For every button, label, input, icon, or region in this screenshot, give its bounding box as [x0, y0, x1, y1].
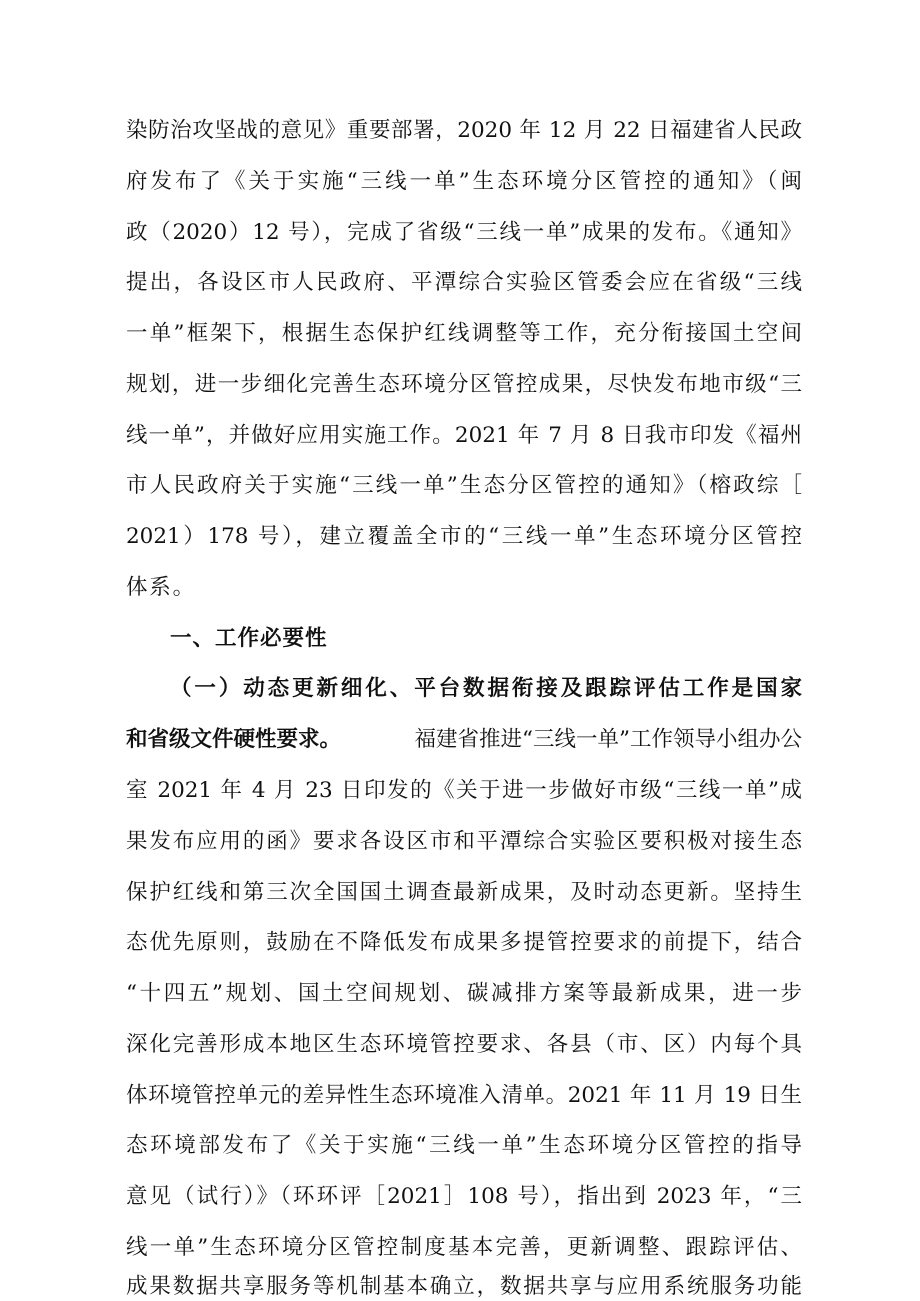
paragraph-line: 提出，各设区市人民政府、平潭综合实验区管委会应在省级“三线 — [126, 270, 802, 295]
paragraph-line: 政（2020）12 号），完成了省级“三线一单”成果的发布。《通知》 — [126, 220, 802, 245]
mixed-line — [126, 726, 802, 754]
section-heading: 一、工作必要性 — [170, 626, 328, 651]
paragraph-line: 市人民政府关于实施“三线一单”生态分区管控的通知》（榕政综［ — [126, 473, 802, 498]
paragraph-line: 保护红线和第三次全国国土调查最新成果，及时动态更新。坚持生 — [126, 880, 802, 905]
paragraph-line: 态环境部发布了《关于实施“三线一单”生态环境分区管控的指导 — [126, 1133, 802, 1158]
paragraph-line: 规划，进一步细化完善生态环境分区管控成果，尽快发布地市级“三 — [126, 372, 802, 397]
paragraph-line: 线一单”生态环境分区管控制度基本完善，更新调整、跟踪评估、 — [126, 1235, 802, 1260]
paragraph-line: 意见（试行）》（环环评［2021］108 号），指出到 2023 年，“三 — [126, 1184, 802, 1209]
subsection-heading-line: （一）动态更新细化、平台数据衔接及跟踪评估工作是国家 — [170, 676, 802, 701]
paragraph-text: 福建省推进“三线一单”工作领导小组办公 — [414, 727, 802, 752]
paragraph-line: “十四五”规划、国土空间规划、碳减排方案等最新成果，进一步 — [126, 981, 802, 1006]
paragraph-line: 线一单”，并做好应用实施工作。2021 年 7 月 8 日我市印发《福州 — [126, 423, 802, 448]
paragraph-line: 体系。 — [126, 575, 196, 600]
subsection-heading-end: 和省级文件硬性要求。 — [126, 727, 342, 752]
paragraph-line: 染防治攻坚战的意见》重要部署，2020 年 12 月 22 日福建省人民政 — [126, 118, 802, 143]
paragraph-line: 府发布了《关于实施“三线一单”生态环境分区管控的通知》（闽 — [126, 169, 802, 194]
paragraph-line: 室 2021 年 4 月 23 日印发的《关于进一步做好市级“三线一单”成 — [126, 778, 802, 803]
paragraph-line: 体环境管控单元的差异性生态环境准入清单。2021 年 11 月 19 日生 — [126, 1083, 802, 1108]
paragraph-line: 深化完善形成本地区生态环境管控要求、各县（市、区）内每个具 — [126, 1032, 802, 1057]
paragraph-line: 一单”框架下，根据生态保护红线调整等工作，充分衔接国土空间 — [126, 321, 802, 346]
paragraph-line: 态优先原则，鼓励在不降低发布成果多提管控要求的前提下，结合 — [126, 930, 802, 955]
paragraph-line: 果发布应用的函》要求各设区市和平潭综合实验区要积极对接生态 — [126, 829, 802, 854]
paragraph-line: 成果数据共享服务等机制基本确立，数据共享与应用系统服务功能 — [126, 1274, 802, 1299]
paragraph-line: 2021）178 号），建立覆盖全市的“三线一单”生态环境分区管控 — [126, 524, 802, 549]
